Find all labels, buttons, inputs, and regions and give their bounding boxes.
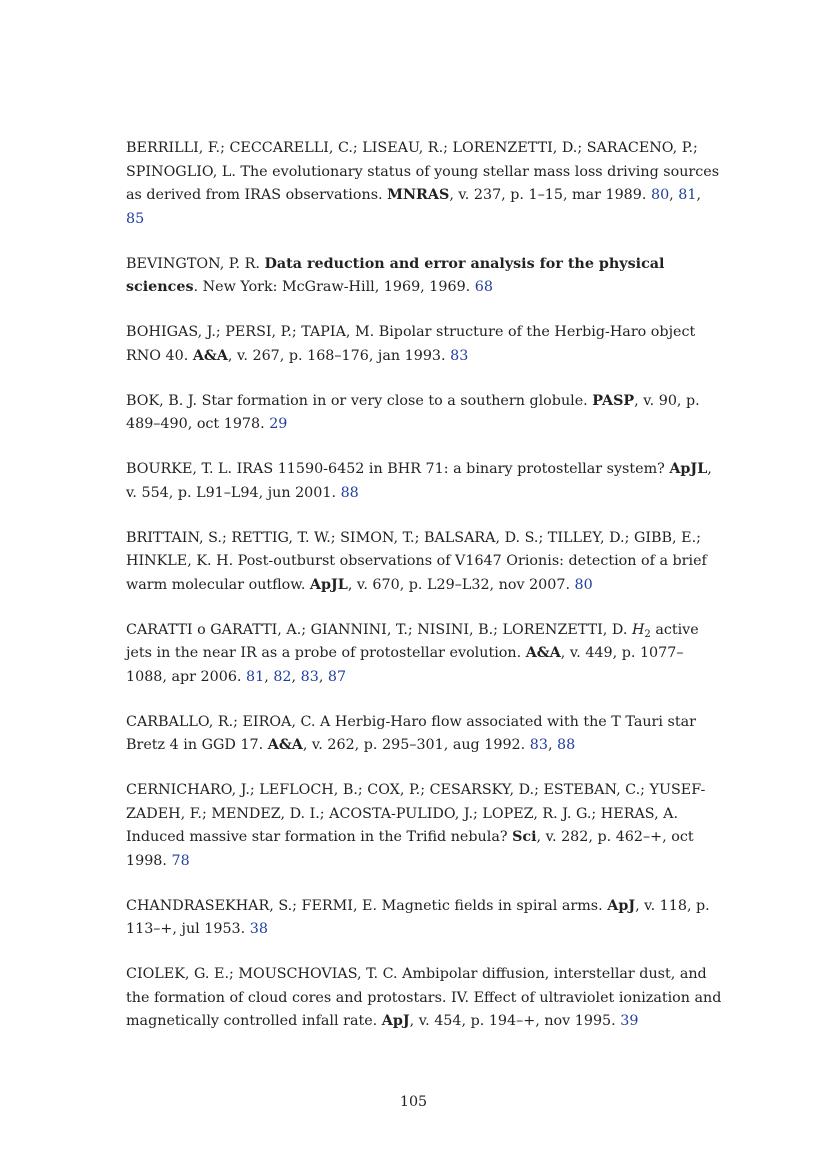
- reference-details: , v. 262, p. 295–301, aug 1992.: [302, 737, 526, 753]
- reference-authors-title: BOHIGAS, J.; PERSI, P.; TAPIA, M. Bipolar structure of the Herbig-Haro object RNO 40.: [126, 324, 696, 364]
- reference-authors-title: BOK, B. J. Star formation in or very close to a southern globule.: [126, 392, 593, 409]
- reference-authors-title: BEVINGTON, P. R.: [126, 255, 265, 272]
- reference-authors-title: CHANDRASEKHAR, S.; FERMI, E. Magnetic fields in spiral arms.: [126, 897, 608, 914]
- backref-page-link[interactable]: 88: [557, 737, 576, 753]
- backref-page-link[interactable]: 29: [269, 416, 288, 432]
- bibliography-list: [126, 137, 722, 1055]
- reference-formula: H: [631, 621, 645, 638]
- reference-authors-title: CARATTI o GARATTI, A.; GIANNINI, T.; NISINI, B.; LORENZETTI, D.: [126, 621, 632, 638]
- page-number: 105: [399, 1094, 428, 1110]
- reference-entry: [126, 390, 722, 437]
- reference-entry: BERRILLI, F.; CECCARELLI, C.; LISEAU, R.; LORENZETTI, D.; SARACENO, P.; SPINOGLIO, L. The evolutionary status of young stellar mass loss driving sources as derived from IRAS observations. MNRAS, v. 237, p. 1–15, mar 1989. 80, 81, 85: [126, 140, 720, 227]
- backref-page-link[interactable]: 80: [650, 187, 670, 203]
- reference-details: , v. 118, p. 113–+, jul 1953.: [126, 897, 710, 937]
- backref-page-link[interactable]: 88: [340, 484, 359, 501]
- reference-entry: [126, 321, 722, 368]
- backref-page-link[interactable]: 81: [678, 187, 697, 203]
- reference-details: , v. 554, p. L91–L94, jun 2001.: [126, 461, 712, 501]
- reference-details: . New York: McGraw-Hill, 1969, 1969.: [193, 279, 471, 295]
- reference-details: , v. 282, p. 462–+, oct 1998.: [126, 829, 694, 869]
- reference-formula-subscript: 2: [644, 628, 651, 640]
- reference-journal: A&A: [192, 347, 228, 364]
- reference-journal: A&A: [267, 737, 303, 753]
- reference-entry: [126, 779, 722, 873]
- backref-page-link[interactable]: 87: [327, 668, 347, 685]
- backref-page-link[interactable]: 38: [249, 921, 268, 937]
- backref-page-link[interactable]: 83: [450, 347, 469, 364]
- reference-journal: MNRAS: [387, 187, 450, 203]
- reference-journal: PASP: [592, 392, 635, 409]
- backref-page-link[interactable]: 81: [246, 668, 265, 685]
- reference-title-rest: active jets in the near IR as a probe of protostellar evolution.: [126, 621, 699, 661]
- backref-page-link[interactable]: 82: [273, 668, 292, 685]
- reference-entry: CARATTI o GARATTI, A.; GIANNINI, T.; NISINI, B.; LORENZETTI, D. $H_2$ active jets in the near IR as a probe of protostellar evolution. A&A, v. 449, p. 1077–1088, apr 2006. 81, 82, 83, 87: [126, 621, 699, 685]
- reference-authors-title: BRITTAIN, S.; RETTIG, T. W.; SIMON, T.; BALSARA, D. S.; TILLEY, D.; GIBB, E.; HINKLE, K. H. Post-outburst observations of V1647 Orionis: detection of a brief warm molecular outflow.: [126, 529, 707, 593]
- reference-journal: ApJ: [381, 1013, 410, 1029]
- reference-authors-title: CIOLEK, G. E.; MOUSCHOVIAS, T. C. Ambipolar diffusion, interstellar dust, and the formation of cloud cores and protostars. IV. Effect of ultraviolet ionization and magnetically controlled infall rate.: [126, 966, 722, 1029]
- backref-page-link[interactable]: 85: [126, 210, 145, 227]
- backref-page-link[interactable]: 68: [474, 279, 493, 295]
- reference-authors-title: CARBALLO, R.; EIROA, C. A Herbig-Haro flow associated with the T Tauri star Bretz 4 in GGD 17.: [126, 713, 696, 753]
- backref-page-link[interactable]: 80: [574, 576, 593, 593]
- reference-details: , v. 90, p. 489–490, oct 1978.: [126, 392, 700, 432]
- reference-entry: [126, 458, 722, 505]
- backref-page-link[interactable]: 83: [300, 668, 319, 685]
- reference-authors-title: CERNICHARO, J.; LEFLOCH, B.; COX, P.; CESARSKY, D.; ESTEBAN, C.; YUSEF-ZADEH, F.; MENDEZ, D. I.; ACOSTA-PULIDO, J.; LOPEZ, R. J. G.; HERAS, A. Induced massive star formation in the Trifid nebula?: [126, 782, 706, 845]
- backref-page-link[interactable]: 83: [529, 737, 548, 753]
- backref-page-link[interactable]: 78: [171, 852, 190, 869]
- reference-journal: Data reduction and error analysis for the physical sciences: [126, 255, 665, 295]
- reference-journal: Sci: [512, 829, 537, 845]
- reference-details: , v. 449, p. 1077–1088, apr 2006.: [126, 645, 684, 685]
- reference-entry: [126, 527, 722, 598]
- reference-details: , v. 670, p. L29–L32, nov 2007.: [347, 576, 570, 593]
- reference-details: , v. 454, p. 194–+, nov 1995.: [409, 1013, 616, 1029]
- reference-entry: [126, 253, 722, 300]
- backref-page-link[interactable]: 39: [620, 1013, 639, 1029]
- reference-authors-title: BERRILLI, F.; CECCARELLI, C.; LISEAU, R.; LORENZETTI, D.; SARACENO, P.; SPINOGLIO, L. The evolutionary status of young stellar mass loss driving sources as derived from IRAS observations.: [126, 140, 720, 203]
- reference-entry: [126, 895, 722, 942]
- reference-journal: ApJL: [309, 576, 348, 593]
- reference-authors-title: BOURKE, T. L. IRAS 11590-6452 in BHR 71: a binary protostellar system?: [126, 461, 670, 477]
- reference-journal: ApJL: [669, 461, 708, 477]
- reference-journal: A&A: [525, 645, 561, 661]
- reference-entry: [126, 963, 722, 1034]
- reference-journal: ApJ: [607, 897, 636, 914]
- reference-details: , v. 237, p. 1–15, mar 1989.: [449, 187, 647, 203]
- reference-details: , v. 267, p. 168–176, jan 1993.: [227, 347, 446, 364]
- reference-entry: CARBALLO, R.; EIROA, C. A Herbig-Haro flow associated with the T Tauri star Bretz 4 in GGD 17. A&A, v. 262, p. 295–301, aug 1992. 83, 88: [126, 713, 696, 753]
